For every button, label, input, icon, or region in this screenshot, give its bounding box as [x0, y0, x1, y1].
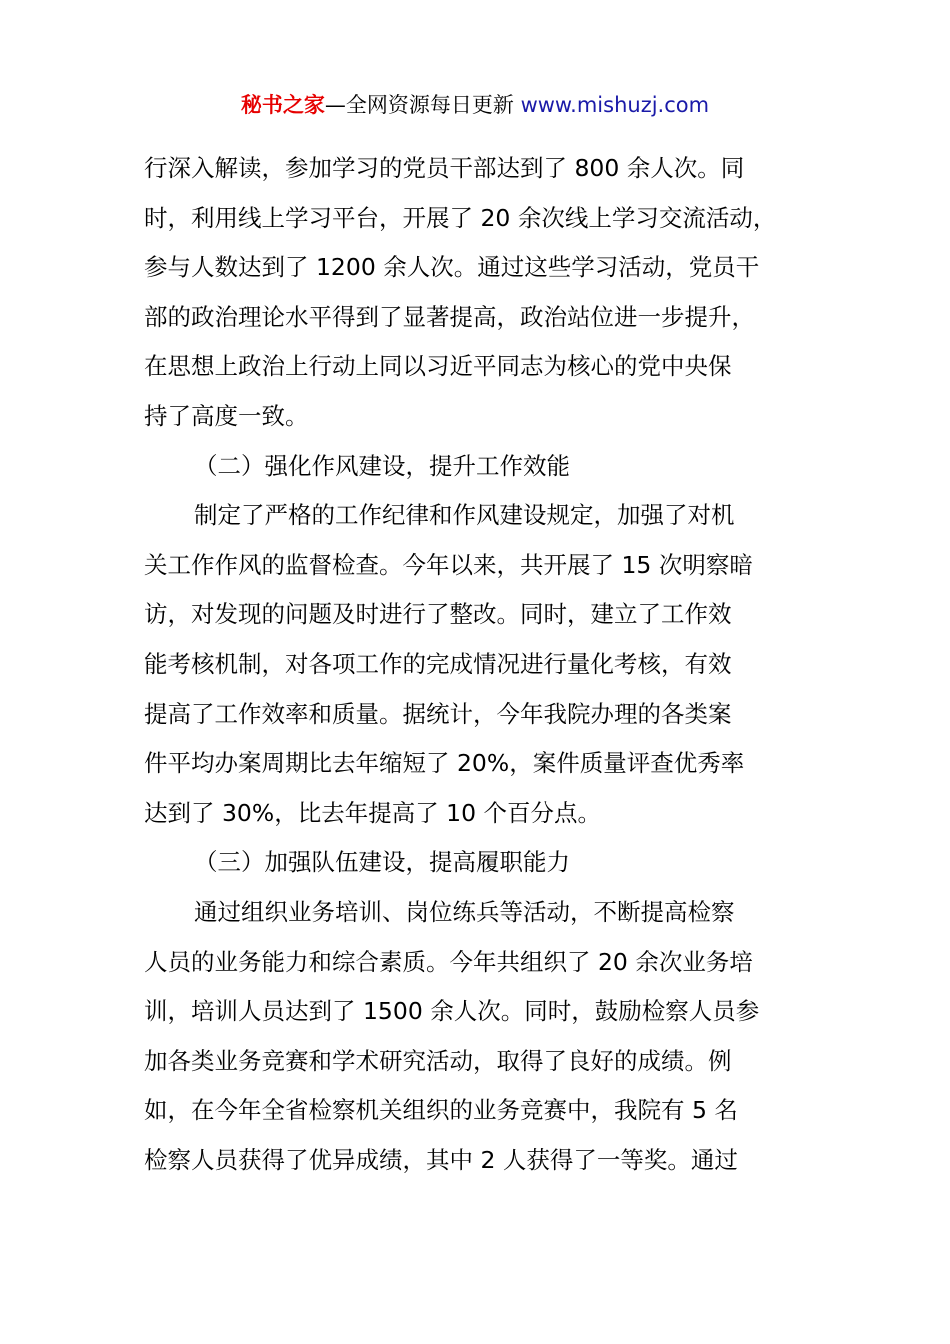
page-header: [0, 88, 950, 122]
body-line: 达到了 30%，比去年提高了 10 个百分点。: [144, 798, 602, 827]
body-line: 通过组织业务培训、岗位练兵等活动，不断提高检察: [194, 897, 735, 926]
body-line: 能考核机制，对各项工作的完成情况进行量化考核，有效: [144, 649, 732, 678]
body-line: 时，利用线上学习平台，开展了 20 余次线上学习交流活动，: [144, 203, 777, 232]
body-line: 关工作作风的监督检查。今年以来，共开展了 15 次明察暗: [144, 550, 753, 579]
body-line: 提高了工作效率和质量。据统计，今年我院办理的各类案: [144, 699, 732, 728]
body-line: 检察人员获得了优异成绩，其中 2 人获得了一等奖。通过: [144, 1145, 738, 1174]
body-line: 加各类业务竞赛和学术研究活动，取得了良好的成绩。例: [144, 1046, 732, 1075]
body-line: 制定了严格的工作纪律和作风建设规定，加强了对机: [194, 501, 735, 530]
body-line: 参与人数达到了 1200 余人次。通过这些学习活动，党员干: [144, 253, 760, 282]
body-line: 持了高度一致。: [144, 401, 309, 430]
body-line: 行深入解读，参加学习的党员干部达到了 800 余人次。同: [144, 154, 745, 182]
body-line: 如，在今年全省检察机关组织的业务竞赛中，我院有 5 名: [144, 1096, 738, 1125]
body-line: 在思想上政治上行动上同以习近平同志为核心的党中央保: [144, 352, 732, 381]
body-line: 人员的业务能力和综合素质。今年共组织了 20 余次业务培: [144, 947, 753, 976]
section-heading: （三）加强队伍建设，提高履职能力: [194, 848, 570, 877]
header-site-link[interactable]: www.mishuzj.com: [520, 93, 710, 117]
section-heading: （二）强化作风建设，提升工作效能: [194, 451, 570, 480]
header-brand: 秘书之家: [240, 93, 325, 117]
body-line: 部的政治理论水平得到了显著提高，政治站位进一步提升，: [144, 302, 755, 331]
body-line: 访，对发现的问题及时进行了整改。同时，建立了工作效: [144, 600, 732, 629]
document-body: [144, 144, 824, 1185]
body-line: 件平均办案周期比去年缩短了 20%，案件质量评查优秀率: [144, 749, 745, 778]
header-tagline: —全网资源每日更新: [324, 93, 521, 117]
body-line: 训，培训人员达到了 1500 余人次。同时，鼓励检察人员参: [144, 997, 760, 1026]
